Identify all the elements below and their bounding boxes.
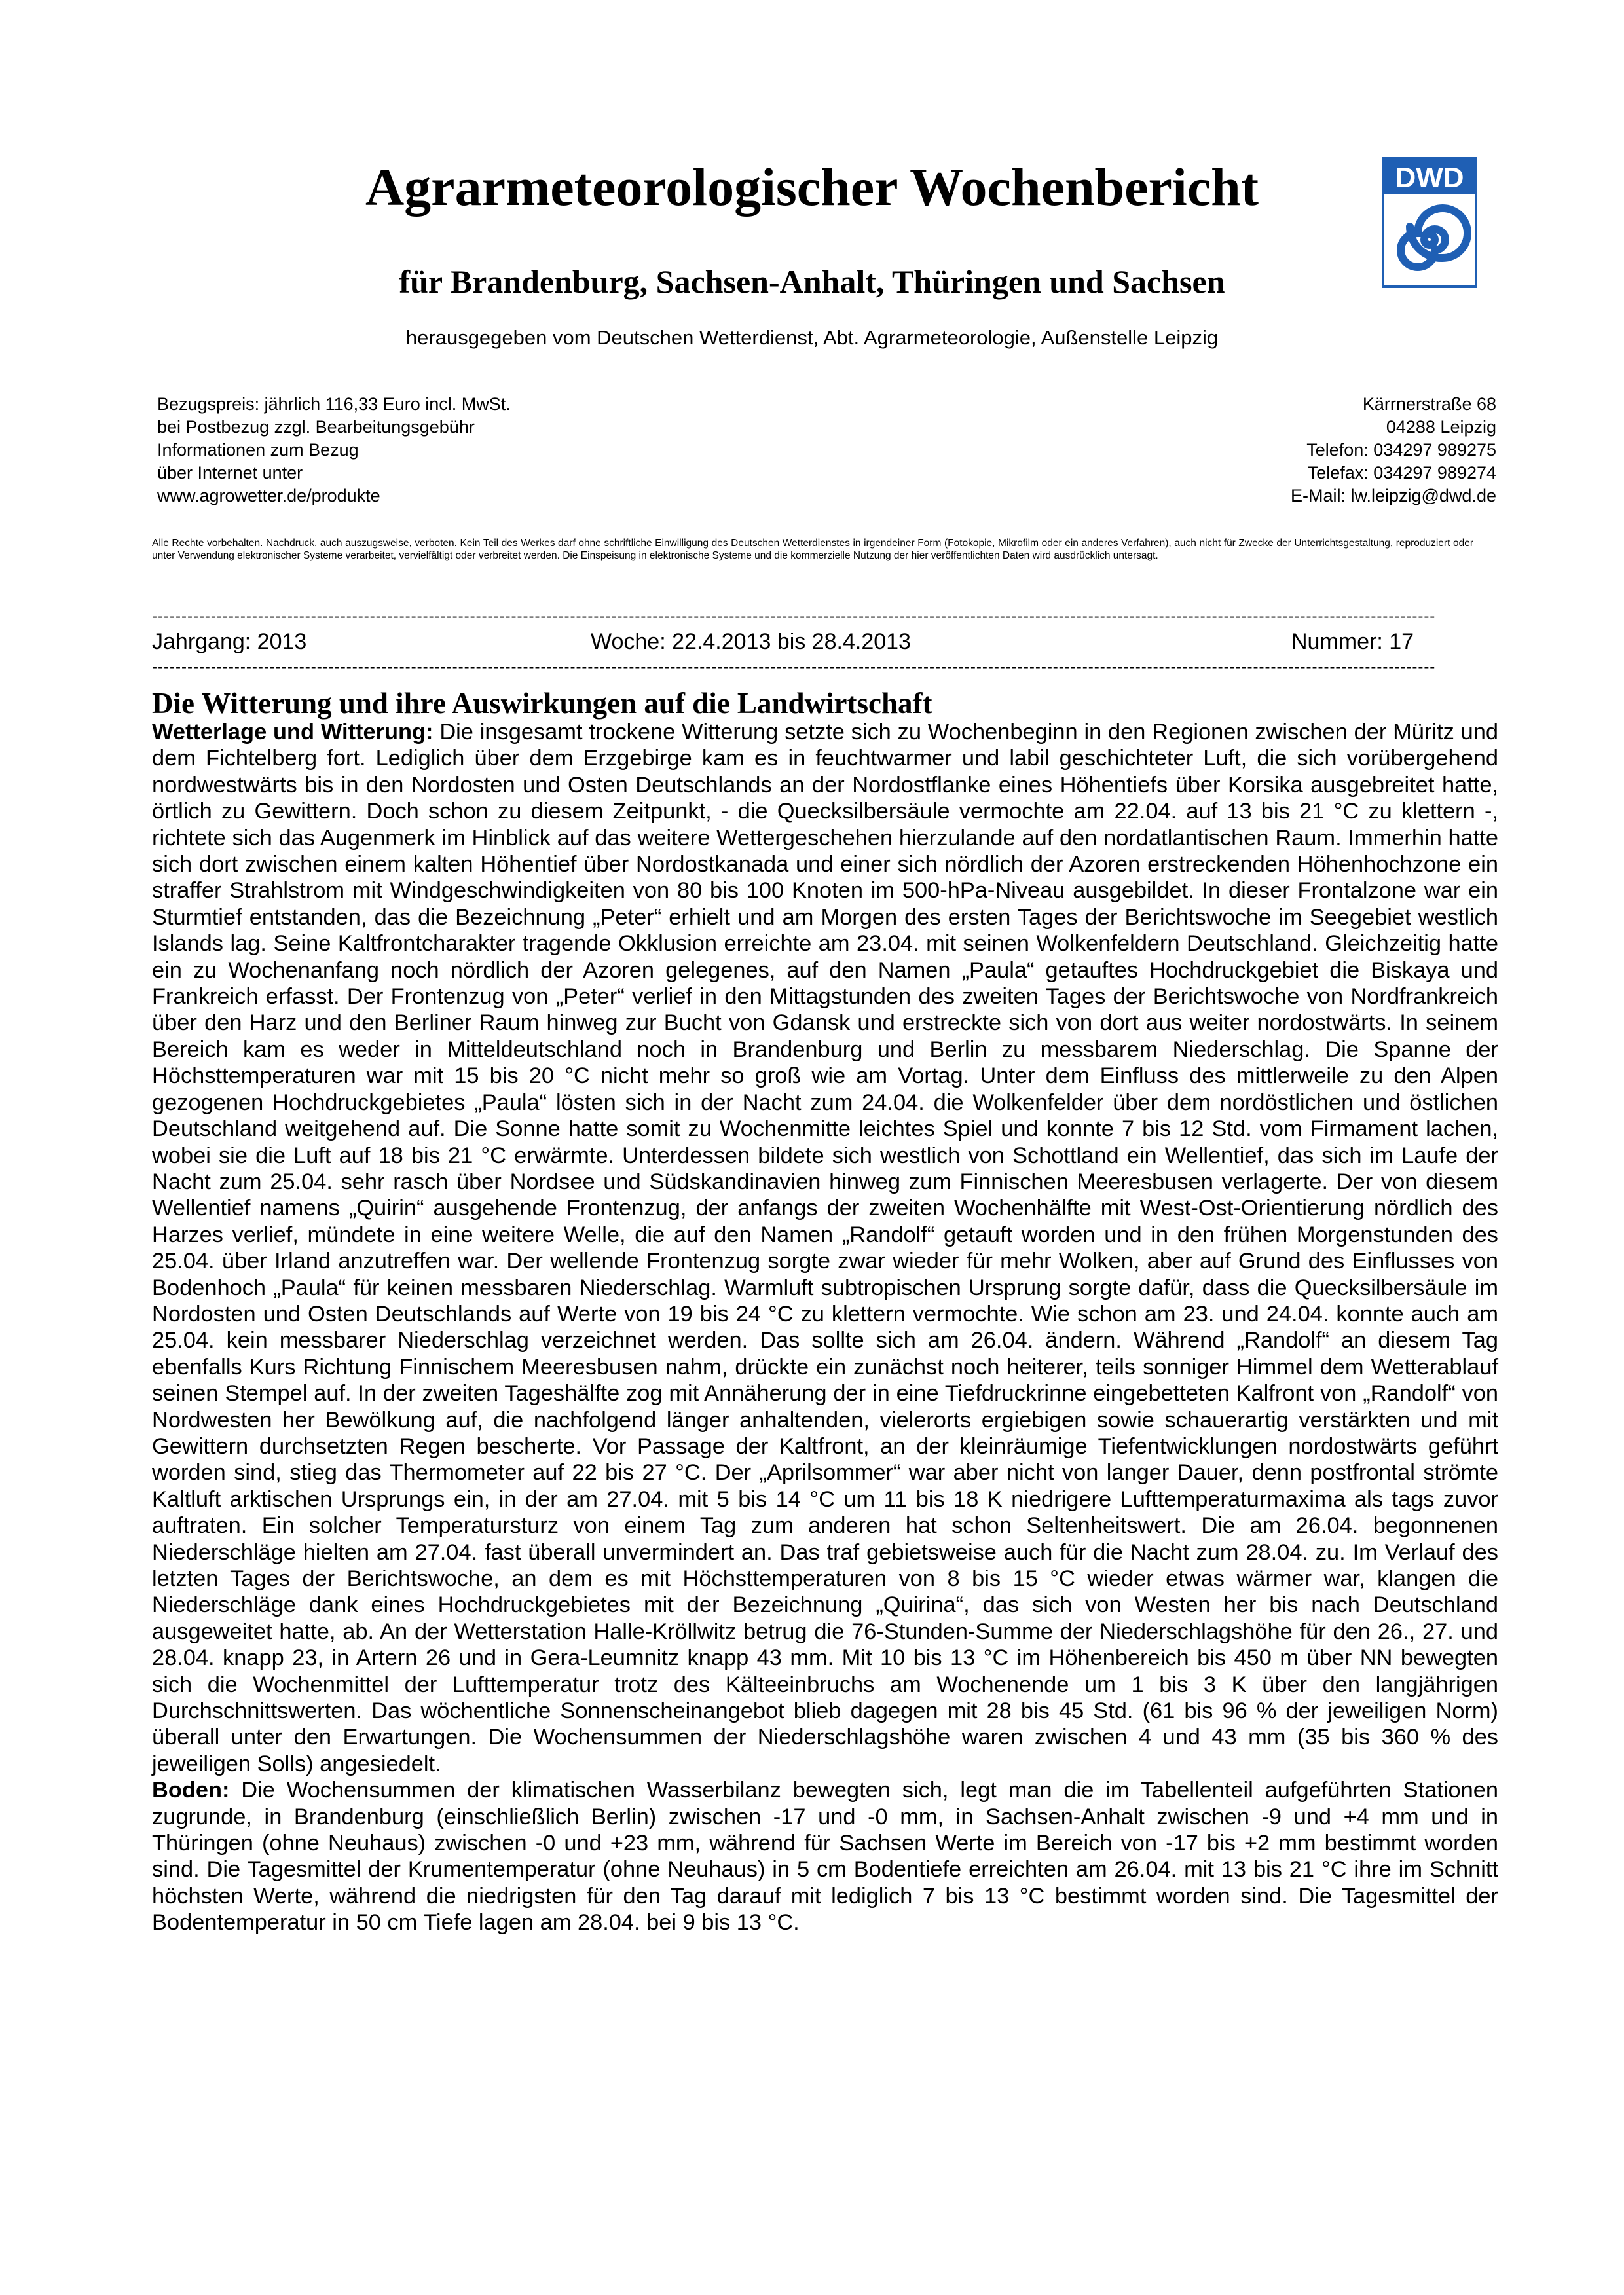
email-line[interactable]: E-Mail: lw.leipzig@dwd.de [1290,486,1496,505]
subscription-line: über Internet unter [157,463,303,483]
paragraph-text: Die Wochensummen der klimatischen Wasserbilanz bewegten sich, legt man die im Tabellenteil aufgeführten Stationen zugrunde, in Brandenburg (einschließlich Berlin) zwischen -17 und -0 mm, in Sachsen-Anhalt zwischen -9 und +4 mm und in Thüringen (ohne Neuhaus) zwischen -0 und +23 mm, während für Sachsen Werte im Bereich von -17 bis +2 mm bestimmt worden sind. Die Tagesmittel der Krumentemperatur (ohne Neuhaus) in 5 cm Bodentiefe erreichten am 26.04. mit 13 bis 21 °C ihre im Schnitt höchsten Werte, während die niedrigsten für den Tag darauf mit lediglich 7 bis 13 °C bestimmt worden sind. Die Tagesmittel der Bodentemperatur in 50 cm Tiefe lagen am 28.04. bei 9 bis 13 °C. [152,1778,1498,1936]
address-line: 04288 Leipzig [1386,417,1496,437]
subscription-line: Bezugspreis: jährlich 116,33 Euro incl. MwSt. [157,394,511,414]
report-subtitle: für Brandenburg, Sachsen-Anhalt, Thüringen und Sachsen [399,263,1225,300]
subscription-url[interactable]: www.agrowetter.de/produkte [157,486,380,505]
fax-line: Telefax: 034297 989274 [1307,463,1496,483]
section-title: Die Witterung und ihre Auswirkungen auf die Landwirtschaft [152,687,932,720]
divider-top: -------------------------------------------------------------------------------------------------------------------------------------------------------------------------------------------------------------------------- [152,608,1436,625]
dwd-logo [1382,157,1477,288]
phone-line: Telefon: 034297 989275 [1306,440,1496,460]
paragraph-boden [152,1777,1498,1936]
paragraph-lead: Wetterlage und Witterung: [152,720,434,744]
report-title: Agrarmeteorologischer Wochenbericht [365,157,1259,217]
logo-lettering: DWD [1395,162,1464,194]
rights-notice: Alle Rechte vorbehalten. Nachdruck, auch auszugsweise, verboten. Kein Teil des Werkes darf ohne schriftliche Einwilligung des Deutschen Wetterdienstes in irgendeiner Form (Fotokopie, Mikrofilm oder ein anderes Verfahren), auch nicht für Zwecke der Unterrichtsgestaltung, reproduziert oder unter Verwendung elektronischer Systeme verarbeitet, vervielfältigt oder verbreitet werden. Die Einspeisung in elektronische Systeme und die kommerzielle Nutzung der hier veröffentlichten Daten wird ausdrücklich untersagt. [152,538,1473,561]
address-line: Kärrnerstraße 68 [1362,394,1496,414]
publisher-line: herausgegeben vom Deutschen Wetterdienst, Abt. Agrarmeteorologie, Außenstelle Leipzig [405,326,1219,349]
nummer-label: Nummer: 17 [1291,629,1414,654]
subscription-line: Informationen zum Bezug [157,440,359,460]
woche-label: Woche: 22.4.2013 bis 28.4.2013 [591,629,911,654]
paragraph-text: Die insgesamt trockene Witterung setzte sich zu Wochenbeginn in den Regionen zwischen der Müritz und dem Fichtelberg fort. Lediglich über dem Erzgebirge kam es in feuchtwarmer und labil geschichteter Luft, die sich vorübergehend nordwestwärts bis in den Nordosten und Osten Deutschlands an der Nordostflanke eines Höhentiefs über Korsika ausgebreitet hatte, örtlich zu Gewittern. Doch schon zu diesem Zeitpunkt, - die Quecksilbersäule vermochte am 22.04. auf 13 bis 21 °C zu klettern -, richtete sich das Augenmerk im Hinblick auf das weitere Wettergeschehen hierzulande auf den nordatlantischen Raum. Immerhin hatte sich dort zwischen einem kalten Höhentief über Nordostkanada und einer sich nördlich der Azoren erstreckenden Höhenhochzone ein straffer Strahlstrom mit Windgeschwindigkeiten von 80 bis 100 Knoten im 500-hPa-Niveau ausgebildet. In dieser Frontalzone war ein Sturmtief entstanden, das die Bezeichnung „Peter“ erhielt und am Morgen des ersten Tages der Berichtswoche im Seegebiet westlich Islands lag. Seine Kaltfrontcharakter tragende Okklusion erreichte am 23.04. mit seinen Wolkenfeldern Deutschland. Gleichzeitig hatte ein zu Wochenanfang noch nördlich der Azoren gelegenes, auf den Namen „Paula“ getauftes Hochdruckgebiet die Biskaya und Frankreich erfasst. Der Frontenzug von „Peter“ verlief in den Mittagstunden des zweiten Tages der Berichtswoche von Nordfrankreich über den Harz und den Berliner Raum hinweg zur Bucht von Gdansk und erstreckte sich von dort aus weiter nordostwärts. In seinem Bereich kam es weder in Mitteldeutschland noch in Brandenburg und Berlin zu messbarem Niederschlag. Die Spanne der Höchsttemperaturen war mit 15 bis 20 °C nicht mehr so groß wie am Vortag. Unter dem Einfluss des mittlerweile zu den Alpen gezogenen Hochdruckgebietes „Paula“ lösten sich in der Nacht zum 24.04. die Wolkenfelder über dem nordöstlichen und östlichen Deutschland weitgehend auf. Die Sonne hatte somit zu Wochenmitte leichtes Spiel und konnte 7 bis 12 Std. vom Firmament lachen, wobei sie die Luft auf 18 bis 21 °C erwärmte. Unterdessen bildete sich westlich von Schottland ein Wellentief, das sich im Laufe der Nacht zum 25.04. sehr rasch über Nordsee und Südskandinavien hinweg zum Finnischen Meeresbusen verlagerte. Der von diesem Wellentief namens „Quirin“ ausgehende Frontenzug, der anfangs der zweiten Wochenhälfte mit West-Ost-Orientierung nördlich des Harzes verlief, mündete in eine weitere Welle, die auf den Namen „Randolf“ getauft worden und in den frühen Morgenstunden des 25.04. über Irland anzutreffen war. Der wellende Frontenzug sorgte zwar wieder für mehr Wolken, aber auf Grund des Einflusses von Bodenhoch „Paula“ für keinen messbaren Niederschlag. Warmluft subtropischen Ursprung sorgte dafür, dass die Quecksilbersäule im Nordosten und Osten Deutschlands auf Werte von 19 bis 24 °C zu klettern vermochte. Wie schon am 23. und 24.04. konnte auch am 25.04. kein messbarer Niederschlag verzeichnet werden. Das sollte sich am 26.04. ändern. Während „Randolf“ an diesem Tag ebenfalls Kurs Richtung Finnischem Meeresbusen nahm, drückte ein zunächst noch heiterer, teils sonniger Himmel dem Wetterablauf seinen Stempel auf. In der zweiten Tageshälfte zog mit Annäherung der in eine Tiefdruckrinne eingebetteten Kalfront von „Randolf“ von Nordwesten her Bewölkung auf, die nachfolgend länger anhaltenden, vielerorts ergiebigen sowie schauerartig verstärkten und mit Gewittern durchsetzten Regen bescherte. Vor Passage der Kaltfront, an der kleinräumige Tiefentwicklungen nordostwärts geführt worden sind, stieg das Thermometer auf 22 bis 27 °C. Der „Aprilsommer“ war aber nicht von langer Dauer, denn postfrontal strömte Kaltluft arktischen Ursprungs ein, in der am 27.04. mit 5 bis 14 °C um 11 bis 18 K niedrigere Lufttemperaturmaxima als tags zuvor auftraten. Ein solcher Temperatursturz von einem Tag zum anderen hat schon Seltenheitswert. Die am 26.04. begonnenen Niederschläge hielten am 27.04. fast überall unvermindert an. Das traf gebietsweise auch für die Nacht zum 28.04. zu. Im Verlauf des letzten Tages der Berichtswoche, an dem es mit Höchsttemperaturen von 8 bis 15 °C wieder etwas wärmer war, klangen die Niederschläge dank eines Hochdruckgebietes mit der Bezeichnung „Quirina“, das sich von Westen her bis nach Deutschland ausgeweitet hatte, ab. An der Wetterstation Halle-Kröllwitz betrug die 76-Stunden-Summe der Niederschlagshöhe für den 26., 27. und 28.04. knapp 23, in Artern 26 und in Gera-Leumnitz knapp 43 mm. Mit 10 bis 13 °C im Höhenbereich bis 450 m über NN bewegten sich die Wochenmittel der Lufttemperatur trotz des Kälteeinbruchs am Wochenende um 1 bis 3 K über den langjährigen Durchschnittswerten. Das wöchentliche Sonnenscheinangebot blieb dagegen mit 28 bis 45 Std. (61 bis 96 % der jeweiligen Norm) überall unter den Erwartungen. Die Wochensummen der Niederschlagshöhe waren zwischen 4 und 43 mm (35 bis 360 % des jeweiligen Solls) angesiedelt. [152,720,1498,1776]
subscription-line: bei Postbezug zzgl. Bearbeitungsgebühr [157,417,475,437]
dwd-spiral-logo-icon [1382,157,1477,288]
report-body [152,719,1498,1936]
paragraph-witterung [152,719,1498,1777]
paragraph-lead: Boden: [152,1778,230,1803]
issue-info-row [152,625,1473,658]
subscription-info [157,393,511,507]
address-block [1291,393,1496,507]
jahrgang-label: Jahrgang: 2013 [152,629,307,654]
divider-bottom: -------------------------------------------------------------------------------------------------------------------------------------------------------------------------------------------------------------------------- [152,659,1436,676]
